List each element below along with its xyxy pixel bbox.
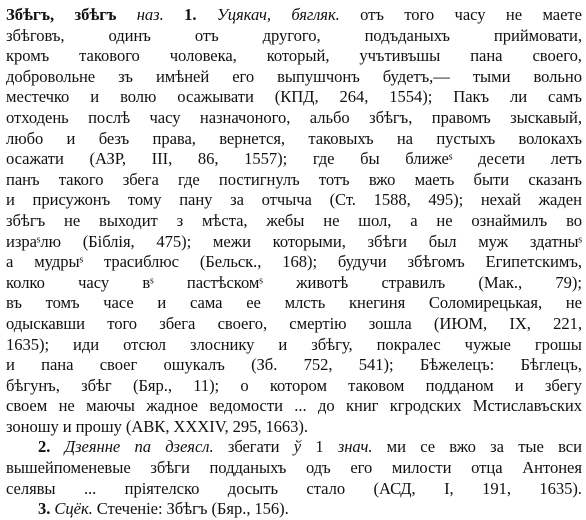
word: присужонъ <box>32 190 111 210</box>
entry-line <box>6 479 582 500</box>
word: о <box>240 375 249 395</box>
word: постигнулъ <box>218 169 300 189</box>
word: летъ <box>550 149 582 169</box>
word: во <box>566 210 582 230</box>
word: Бѣжелецъ: <box>419 355 495 375</box>
entry-line <box>6 5 582 26</box>
entry-line <box>6 232 582 253</box>
word: за <box>230 190 244 210</box>
cross-reference: знач. <box>337 437 373 457</box>
word: учътивъшы <box>359 46 441 66</box>
source-citation: 1554); <box>389 87 433 107</box>
word: вольно <box>533 66 582 86</box>
word: збѣговъ, <box>6 25 65 45</box>
entry-line <box>6 376 582 397</box>
word: а <box>6 252 14 272</box>
word: отходень <box>6 107 69 127</box>
word: выпушчонъ <box>277 66 360 86</box>
word: жадное <box>146 396 198 416</box>
word: мудрыˢ <box>34 252 84 272</box>
word: иди <box>73 334 100 354</box>
word: таковом <box>348 375 405 395</box>
entry-line <box>6 26 582 47</box>
word: приймовати, <box>493 25 582 45</box>
word: вернется, <box>219 128 285 148</box>
word: Египетскимъ, <box>485 252 582 272</box>
word: Мстиславъских <box>472 396 582 416</box>
word: стало <box>306 478 346 498</box>
entry-line <box>6 129 582 150</box>
source-citation: (АЗР, <box>89 149 126 169</box>
source-citation: 1557); <box>244 149 288 169</box>
source-citation: 752, <box>303 355 333 375</box>
word: и <box>6 355 15 375</box>
entry-line <box>6 190 582 211</box>
word: не <box>64 210 81 230</box>
word: ее <box>246 293 261 313</box>
word: пустыхъ <box>436 128 496 148</box>
word: панъ <box>6 169 40 189</box>
word: права, <box>152 128 196 148</box>
entry-line <box>6 335 582 356</box>
word: вжо <box>368 169 396 189</box>
word: зошла <box>368 313 412 333</box>
entry-line <box>6 396 582 417</box>
source-citation: (Бяр., <box>211 499 251 519</box>
word: часу <box>454 5 486 24</box>
headword-variant: збѣгъ <box>74 5 117 24</box>
source-citation: (КПД, <box>274 87 319 107</box>
word: збѣги <box>367 231 407 251</box>
word: животѣ <box>296 272 349 292</box>
entry-line <box>6 293 582 314</box>
entry-line <box>6 170 582 191</box>
word: такого <box>58 169 104 189</box>
word: где <box>178 169 200 189</box>
word: а <box>410 210 418 230</box>
entry-line <box>6 273 582 294</box>
word: збѣгъ <box>6 210 46 230</box>
word: кгродских <box>389 396 462 416</box>
word: волю <box>120 87 157 107</box>
word: збѣги <box>150 458 190 478</box>
entry-line <box>6 87 582 108</box>
word: вˢ <box>142 272 154 292</box>
word: пана <box>41 355 74 375</box>
word: таковыхъ <box>308 128 374 148</box>
word: з <box>176 210 184 230</box>
source-citation: (Ст. <box>329 190 356 210</box>
word: часу <box>78 272 110 292</box>
word: oзнаймилъ <box>471 210 548 230</box>
word: того <box>107 313 138 333</box>
word: прошу <box>75 416 122 436</box>
source-citation: (Біблія, <box>82 231 135 251</box>
word: не <box>505 5 523 24</box>
word: грошы <box>534 334 582 354</box>
headword: Збѣгъ, <box>6 5 55 24</box>
word: своего, <box>217 313 268 333</box>
word: ближеˢ <box>405 149 453 169</box>
source-citation: (Мак., <box>478 272 523 292</box>
word: выходит <box>99 210 158 230</box>
word: маете <box>542 5 582 24</box>
word: своег <box>99 355 138 375</box>
word: был <box>428 231 457 251</box>
word: своем <box>6 396 48 416</box>
word: на <box>396 128 413 148</box>
word: отъ <box>360 5 384 24</box>
word: не <box>323 210 340 230</box>
word: тыми <box>472 66 511 86</box>
word: израˢлю <box>6 231 61 251</box>
word: послѣ <box>88 107 131 127</box>
translation: па <box>134 437 151 457</box>
word: Пакъ <box>453 87 490 107</box>
word: чоловека, <box>169 46 237 66</box>
source-citation: 264, <box>339 87 369 107</box>
word: и <box>62 416 72 436</box>
source-citation: 1588, <box>373 190 411 210</box>
source-citation: 1635). <box>539 478 582 498</box>
sense-number: 2. <box>38 437 51 457</box>
word: млсть <box>284 293 326 313</box>
word: збѣгъ, <box>369 107 413 127</box>
source-citation: 221, <box>553 313 582 333</box>
word: Бѣглецъ, <box>520 355 582 375</box>
word: бѣгунъ, <box>6 375 60 395</box>
word: его <box>232 66 255 86</box>
source-citation: 1635); <box>6 334 50 354</box>
word: се <box>420 437 436 457</box>
entry-line <box>6 252 582 273</box>
word: ли <box>510 87 528 107</box>
word: ... <box>83 478 97 498</box>
word: пастѣскомˢ <box>186 272 263 292</box>
word: Збѣгъ <box>166 499 208 519</box>
word: смертію <box>289 313 347 333</box>
source-citation: (ИЮМ, <box>433 313 488 333</box>
source-citation: III, <box>151 149 173 169</box>
word: которыми, <box>272 231 346 251</box>
word: збѣгомъ <box>407 252 465 272</box>
entry-line <box>6 458 582 479</box>
translation: Сцёк. <box>54 499 93 519</box>
word: селявы <box>6 478 56 498</box>
word: того <box>404 5 435 24</box>
source-citation: 86, <box>197 149 219 169</box>
entry-line <box>6 355 582 376</box>
word: тотъ <box>318 169 350 189</box>
word: будучи <box>337 252 387 272</box>
cross-reference: 1 <box>315 437 324 457</box>
word: ми <box>386 437 406 457</box>
source-citation: І, <box>444 478 454 498</box>
word: подъданыхъ <box>364 25 450 45</box>
word: одъ <box>305 458 331 478</box>
word: не <box>436 210 453 230</box>
word: томъ <box>45 293 80 313</box>
word: зъ <box>118 66 133 86</box>
word: ... <box>294 396 307 416</box>
entry-line <box>6 108 582 129</box>
word: кнегиня <box>349 293 406 313</box>
word: ведомости <box>209 396 283 416</box>
word: пану <box>179 190 213 210</box>
word: сама <box>189 293 223 313</box>
word: его <box>350 458 373 478</box>
word: тые <box>518 437 544 457</box>
source-citation: 156). <box>254 499 289 519</box>
word: тому <box>127 190 162 210</box>
word: отчыча <box>261 190 312 210</box>
word: подданом <box>425 375 494 395</box>
source-citation: (Бельск., <box>199 252 262 272</box>
source-citation: 1663). <box>265 416 308 436</box>
word: ошукалъ <box>163 355 225 375</box>
word: покралес <box>376 334 441 354</box>
translation: дзеясл. <box>165 437 214 457</box>
word: где <box>312 149 335 169</box>
word: до <box>317 396 335 416</box>
word: збега <box>159 313 196 333</box>
entry-line <box>6 314 582 335</box>
sense-number: 3. <box>38 499 51 519</box>
sense-number: 1. <box>184 5 197 24</box>
entry-line <box>6 46 582 67</box>
word: назначоного, <box>199 107 291 127</box>
word: милости <box>391 458 452 478</box>
word: десети <box>478 149 525 169</box>
word: и <box>157 293 167 313</box>
cross-reference: ў <box>293 437 302 457</box>
word: будетъ,— <box>382 66 450 86</box>
word: вжо <box>449 437 476 457</box>
word: маючы <box>86 396 135 416</box>
word: Антонея <box>522 458 582 478</box>
entry-line <box>6 417 582 438</box>
word: Стеченіе: <box>96 499 163 519</box>
word: не <box>58 396 75 416</box>
word: и <box>66 128 76 148</box>
word: часу <box>149 107 181 127</box>
word: жебы <box>266 210 305 230</box>
word: часе <box>103 293 134 313</box>
word: быти <box>473 169 510 189</box>
entry-line <box>6 211 582 232</box>
word: трасиблюс <box>103 252 179 272</box>
word: добровольне <box>6 66 96 86</box>
translation: Уцякач, <box>216 5 271 24</box>
word: збегу <box>544 375 582 395</box>
word: мѣста, <box>201 210 248 230</box>
source-citation: (Бяр., <box>132 375 172 395</box>
source-citation: 295, <box>232 416 262 436</box>
word: чужые <box>464 334 511 354</box>
word: и <box>6 190 15 210</box>
word: одинъ <box>108 25 151 45</box>
source-citation: 11); <box>193 375 220 395</box>
word: альбо <box>309 107 350 127</box>
word: правомъ <box>431 107 491 127</box>
word: сказанъ <box>528 169 582 189</box>
word: зыскавый, <box>510 107 582 127</box>
word: имѣней <box>155 66 210 86</box>
word: збега <box>122 169 159 189</box>
word: безъ <box>98 128 130 148</box>
entry-line <box>6 149 582 170</box>
word: который, <box>266 46 330 66</box>
translation: Дзеянне <box>64 437 121 457</box>
word: пана <box>470 46 503 66</box>
word: досыть <box>227 478 278 498</box>
entry-line <box>6 67 582 88</box>
word: и <box>514 375 524 395</box>
grammar-label: наз. <box>136 5 164 24</box>
word: маеть <box>414 169 455 189</box>
word: местечко <box>6 87 70 107</box>
word: муж <box>478 231 509 251</box>
word: книг <box>345 396 379 416</box>
source-citation: XXXIV, <box>173 416 229 436</box>
translation: бягляк. <box>291 5 340 24</box>
word: одыскавши <box>6 313 85 333</box>
source-citation: 168); <box>282 252 318 272</box>
word: другого, <box>262 25 321 45</box>
word: вышейпоменевые <box>6 458 131 478</box>
word: колко <box>6 272 45 292</box>
source-citation: (Зб. <box>251 355 278 375</box>
word: самъ <box>548 87 582 107</box>
word: кромъ <box>6 46 50 66</box>
word: нехай <box>480 190 521 210</box>
word: збегати <box>227 437 280 457</box>
word: Соломирецькая, <box>428 293 543 313</box>
word: не <box>565 293 582 313</box>
word: осажывати <box>177 87 254 107</box>
word: стравилъ <box>381 272 446 292</box>
word: отсюл <box>123 334 167 354</box>
word: межи <box>212 231 251 251</box>
word: такового <box>79 46 140 66</box>
entry-line <box>6 499 582 520</box>
word: жаден <box>538 190 582 210</box>
word: шол, <box>358 210 392 230</box>
source-citation: (АСД, <box>373 478 416 498</box>
word: волокахъ <box>518 128 582 148</box>
word: збѣгу, <box>311 334 353 354</box>
word: въ <box>6 293 22 313</box>
word: здатныˢ <box>529 231 582 251</box>
word: и <box>90 87 100 107</box>
source-citation: 495); <box>428 190 464 210</box>
source-citation: 191, <box>482 478 511 498</box>
word: и <box>278 334 288 354</box>
word: бы <box>360 149 380 169</box>
word: вси <box>558 437 582 457</box>
word: подданыхъ <box>209 458 287 478</box>
word: за <box>490 437 504 457</box>
source-citation: (АВК, <box>125 416 170 436</box>
source-citation: 79); <box>555 272 582 292</box>
word: своего, <box>532 46 582 66</box>
word: зоношу <box>6 416 59 436</box>
word: пріятелско <box>124 478 200 498</box>
source-citation: 475); <box>156 231 192 251</box>
word: любо <box>6 128 44 148</box>
word: збѣг <box>81 375 112 395</box>
word: отца <box>471 458 503 478</box>
entry-line <box>6 437 582 458</box>
word: злоснику <box>190 334 255 354</box>
word: осажати <box>6 149 64 169</box>
source-citation: IX, <box>509 313 531 333</box>
word: отъ <box>194 25 219 45</box>
word: котором <box>269 375 327 395</box>
source-citation: 541); <box>358 355 394 375</box>
